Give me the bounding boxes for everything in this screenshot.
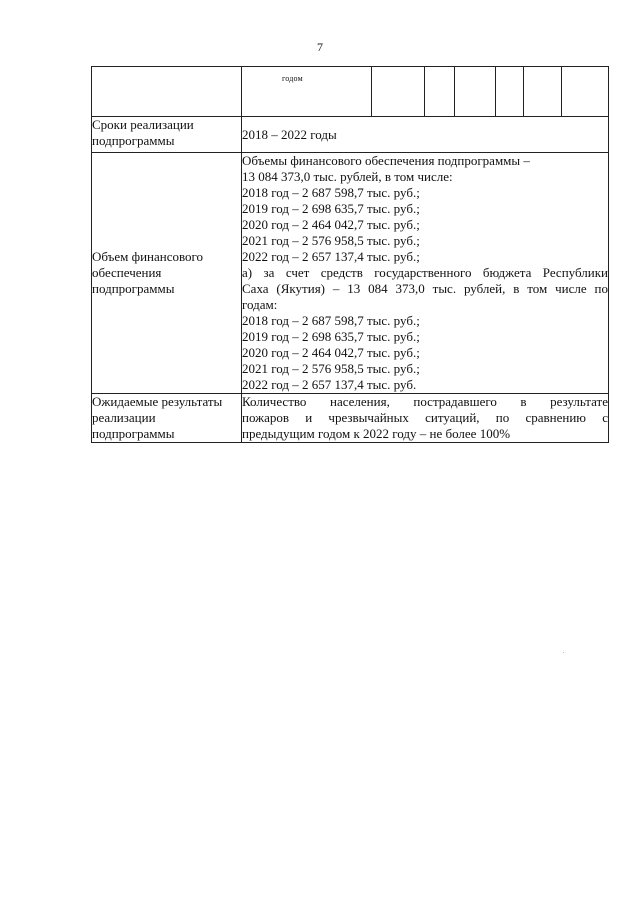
terms-label-line: подпрограммы [92,133,175,148]
funding-value [242,153,609,394]
results-label-line: Ожидаемые результаты [92,394,223,409]
nested-cell [242,67,372,116]
budget-year-line: 2020 год – 2 464 042,7 тыс. руб.; [242,345,420,360]
funding-year-line: 2020 год – 2 464 042,7 тыс. руб.; [242,217,420,232]
budget-source-line: годам: [242,297,278,312]
nested-cell [496,67,524,116]
results-label-line: подпрограммы [92,426,175,441]
funding-label-line: обеспечения [92,265,162,280]
table-row-top-fragment [92,67,609,117]
funding-year-line: 2019 год – 2 698 635,7 тыс. руб.; [242,201,420,216]
scan-speck [563,652,564,653]
funding-label-line: подпрограммы [92,281,175,296]
empty-label-cell [92,67,242,117]
funding-intro-line: 13 084 373,0 тыс. рублей, в том числе: [242,169,453,184]
subprogram-passport-table [91,66,609,443]
nested-table-fragment [242,67,609,117]
nested-cell [455,67,496,116]
budget-year-line: 2018 год – 2 687 598,7 тыс. руб.; [242,313,420,328]
results-line: предыдущим годом к 2022 году – не более 100% [242,426,511,441]
funding-intro-line: Объемы финансового обеспечения подпрограммы – [242,153,530,168]
terms-label-line: Сроки реализации [92,117,194,132]
funding-year-line: 2021 год – 2 576 958,5 тыс. руб.; [242,233,420,248]
budget-year-line: 2022 год – 2 657 137,4 тыс. руб. [242,377,417,392]
budget-source-line: а) за счет средств государственного бюджета Республики [242,265,608,280]
table-row-results [92,394,609,443]
header-fragment-text: годом [282,74,303,83]
nested-cell [524,67,562,116]
nested-cell [562,67,608,116]
results-line: Количество населения, пострадавшего в результате [242,394,608,409]
terms-value-text: 2018 – 2022 годы [242,126,337,142]
funding-year-line: 2022 год – 2 657 137,4 тыс. руб.; [242,249,420,264]
budget-year-line: 2019 год – 2 698 635,7 тыс. руб.; [242,329,420,344]
page-number: 7 [317,40,323,54]
results-line: пожаров и чрезвычайных ситуаций, по сравнению с [242,410,608,425]
table-row-terms [92,117,609,153]
terms-value [242,117,609,153]
results-value [242,394,609,443]
table-row-funding [92,153,609,394]
budget-source-line: Саха (Якутия) – 13 084 373,0 тыс. рублей, в том числе по [242,281,608,296]
budget-year-line: 2021 год – 2 576 958,5 тыс. руб.; [242,361,420,376]
nested-cell [372,67,425,116]
funding-label-line: Объем финансового [92,249,204,264]
funding-year-line: 2018 год – 2 687 598,7 тыс. руб.; [242,185,420,200]
results-label [92,394,242,443]
terms-label [92,117,242,153]
funding-label [92,153,242,394]
nested-cell [425,67,455,116]
results-label-line: реализации [92,410,156,425]
